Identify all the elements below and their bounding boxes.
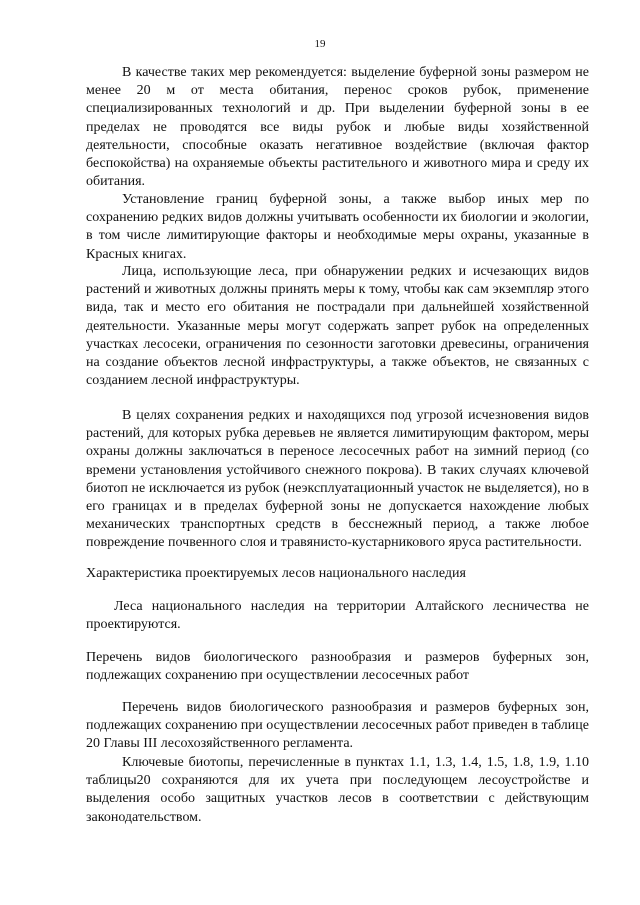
page-number: 19: [314, 38, 326, 50]
paragraph-winter-logging: В целях сохранения редких и находящихся под угрозой исчезновения видов растений, для которых рубка деревьев не является лимитирующим фактором, меры охраны должны заключаться в переносе лесосечных работ на зимний период (со времени установления устойчивого снежного покрова). В таких случаях ключевой биотоп не исключается из рубок (неэксплуатационный участок не выделяется), но в его границах и в пределах буферной зоны не допускается нахождение любых механических транспортных средств в бесснежный период, а также любое повреждение почвенного слоя и травянисто-кустарникового яруса растительности.: [86, 408, 589, 551]
section-heading-biodiversity-list: Перечень видов биологического разнообразия и размеров буферных зон, подлежащих сохранению при осуществлении лесосечных работ: [86, 650, 589, 684]
paragraph-forest-users-obligations: Лица, использующие леса, при обнаружении редких и исчезающих видов растений и животных должны принять меры к тому, чтобы как сам экземпляр этого вида, так и место его обитания не пострадали при дальнейшей хозяйственной деятельности. Указанные меры могут содержать запрет рубок на определенных участках лесосеки, ограничения по сезонности заготовки древесины, ограничения на создание объектов лесной инфраструктуры, а также объектов, не связанных с созданием лесной инфраструктуры.: [86, 264, 589, 389]
paragraph-heritage-forests: Леса национального наследия на территории Алтайского лесничества не проектируются.: [86, 599, 589, 633]
section-heading-heritage-forests: Характеристика проектируемых лесов национального наследия: [86, 566, 466, 581]
paragraph-buffer-zone-measures: В качестве таких мер рекомендуется: выделение буферной зоны размером не менее 20 м от места обитания, перенос сроков рубок, применение специализированных технологий и др. При выделении буферной зоны в ее пределах не проводятся все виды рубок и любые виды хозяйственной деятельности, способные оказать негативное воздействие (включая фактор беспокойства) на охраняемые объекты растительного и животного мира и среду их обитания.: [86, 65, 589, 190]
paragraph-buffer-zone-boundaries: Установление границ буферной зоны, а также выбор иных мер по сохранению редких видов должны учитывать особенности их биологии и экологии, в том числе лимитирующие факторы и необходимые меры охраны, указанные в Красных книгах.: [86, 192, 589, 262]
paragraph-key-biotopes: Ключевые биотопы, перечисленные в пунктах 1.1, 1.3, 1.4, 1.5, 1.8, 1.9, 1.10 таблицы20 сохраняются для их учета при последующем лесоустройстве и выделения особо защитных участков лесов в соответствии с действующим законодательством.: [86, 755, 589, 825]
paragraph-biodiversity-table-ref: Перечень видов биологического разнообразия и размеров буферных зон, подлежащих сохранению при осуществлении лесосечных работ приведен в таблице 20 Главы III лесохозяйственного регламента.: [86, 700, 589, 752]
